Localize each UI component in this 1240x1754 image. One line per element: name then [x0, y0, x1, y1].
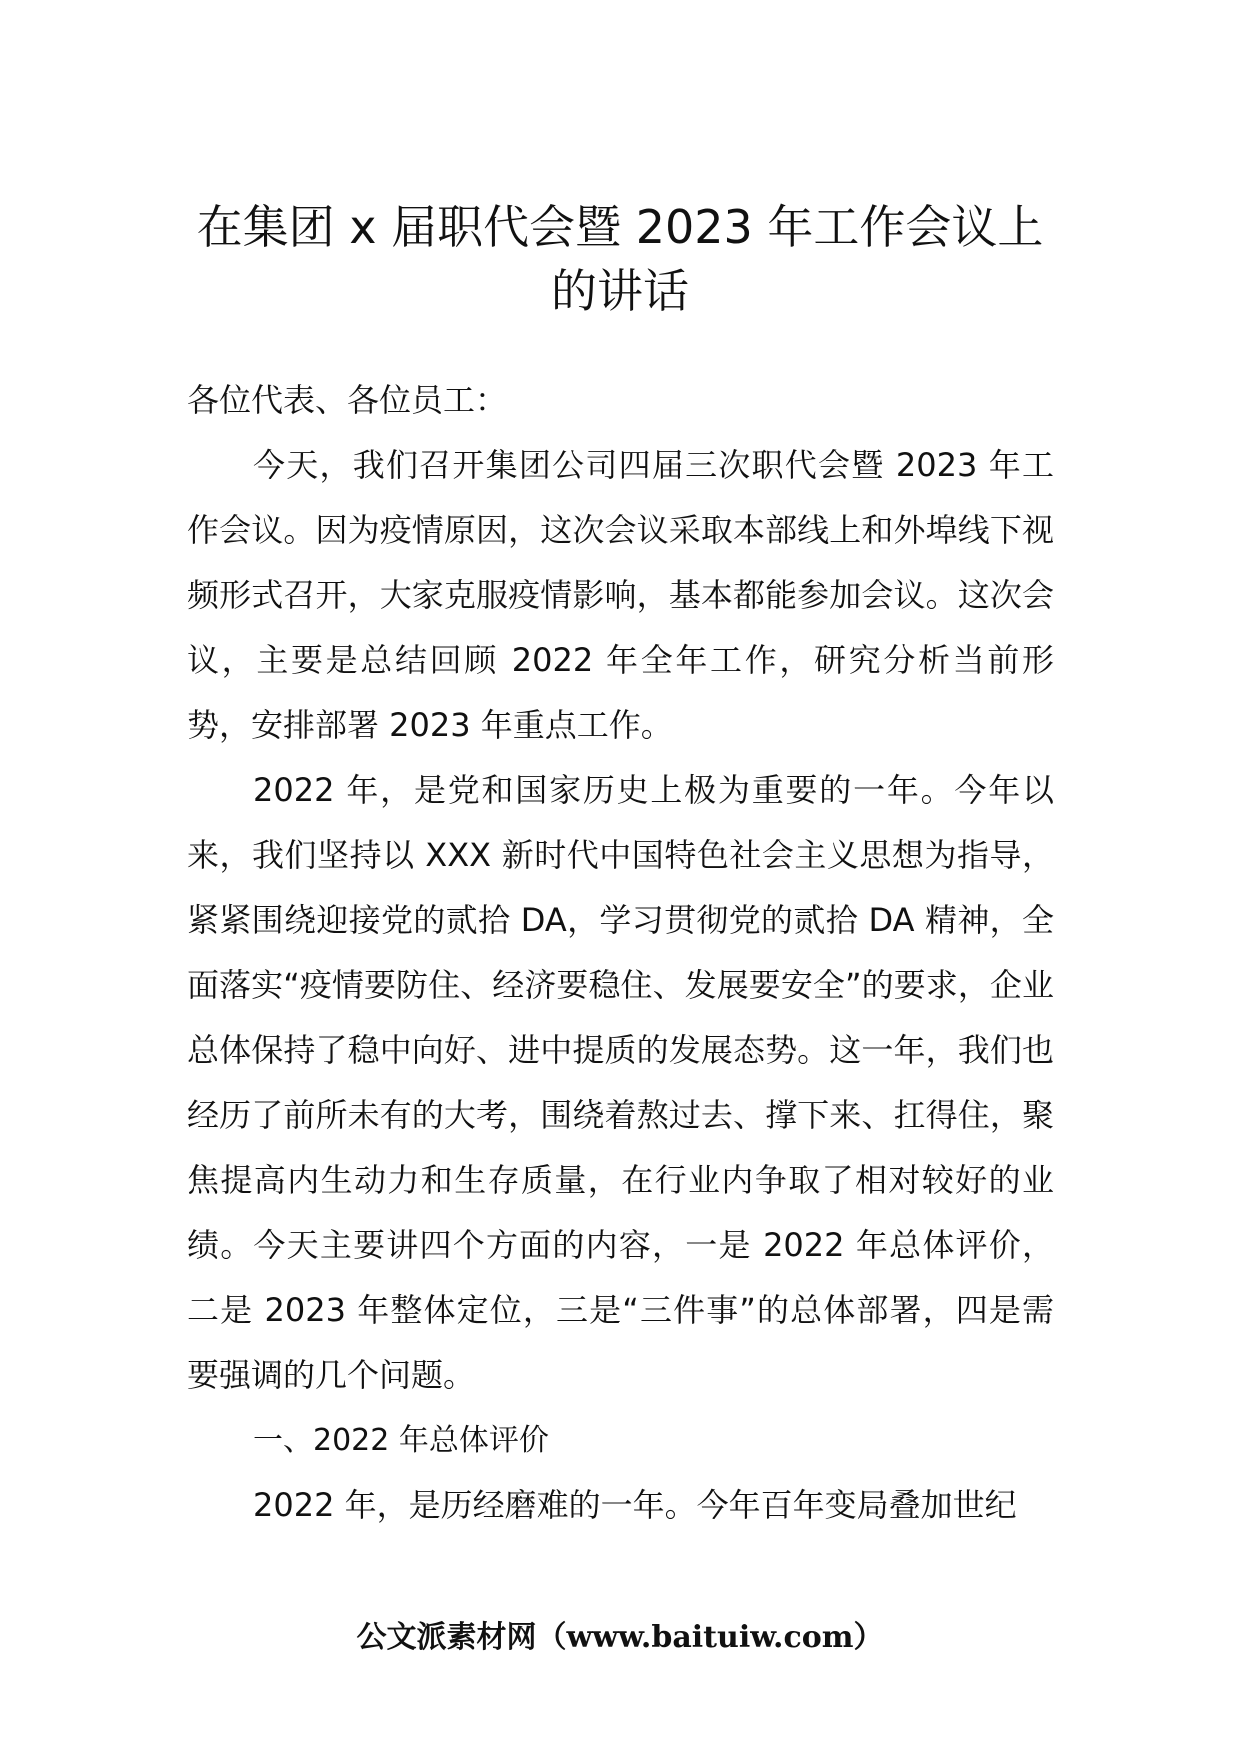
body-paragraph: 2022 年，是党和国家历史上极为重要的一年。今年以来，我们坚持以 XXX 新时代中国特色社会主义思想为指导，紧紧围绕迎接党的贰拾 DA，学习贯彻党的贰拾 DA 精神，全面落实“疫情要防住、经济要稳住、发展要安全”的要求，企业总体保持了稳中向好、进中提质的发展态势。这一年，我们也经历了前所未有的大考，围绕着熬过去、撑下来、扛得住，聚焦提高内生动力和生存质量，在行业内争取了相对较好的业绩。今天主要讲四个方面的内容，一是 2022 年总体评价，二是 2023 年整体定位，三是“三件事”的总体部署，四是需要强调的几个问题。 [187, 771, 1054, 1394]
title-line-1: 在集团 x 届职代会暨 2023 年工作会议上 [196, 200, 1044, 254]
title-line-2: 的讲话 [551, 264, 689, 318]
document-title [150, 195, 1090, 323]
salutation: 各位代表、各位员工： [187, 381, 508, 419]
document-body [187, 368, 1054, 1538]
section-heading: 一、2022 年总体评价 [253, 1423, 549, 1458]
body-paragraph: 2022 年，是历经磨难的一年。今年百年变局叠加世纪 [253, 1486, 1017, 1524]
footer-watermark: 公文派素材网（www.baituiw.com） [356, 1620, 884, 1655]
body-paragraph: 今天，我们召开集团公司四届三次职代会暨 2023 年工作会议。因为疫情原因，这次会议采取本部线上和外埠线下视频形式召开，大家克服疫情影响，基本都能参加会议。这次会议，主要是总结回顾 2022 年全年工作，研究分析当前形势，安排部署 2023 年重点工作。 [187, 446, 1054, 744]
